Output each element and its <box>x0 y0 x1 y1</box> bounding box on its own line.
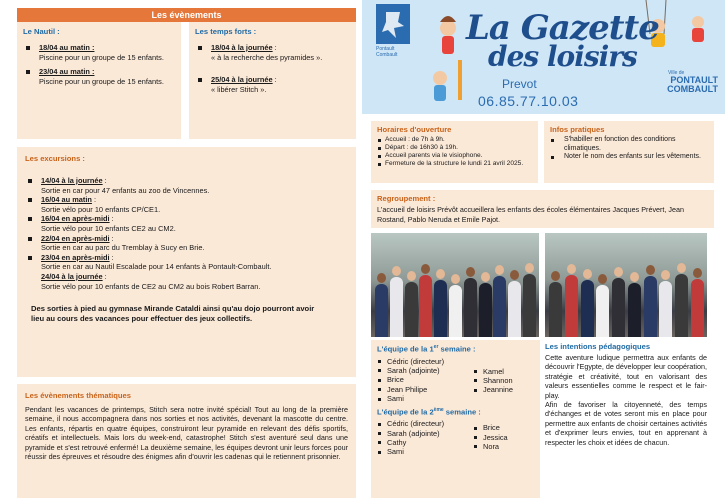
item-text: Sortie vélo pour 10 enfants CE2 au CM2. <box>41 223 176 233</box>
ville-small-label: Ville de <box>668 70 685 76</box>
photo-person-head <box>583 269 592 279</box>
regroupement-text: L'accueil de loisirs Prévôt accueillera les enfants des écoles élémentaires Jacques Prévert, Jean Rostand, Pablo Neruda et Emile Pajot. <box>377 205 684 224</box>
photo-person <box>644 276 657 337</box>
ville-logo-text: PONTAULT COMBAULT <box>667 75 718 94</box>
week1-title-sup: er <box>433 344 439 350</box>
gazette-header <box>362 0 725 114</box>
photo-person <box>479 283 492 337</box>
equipe-box <box>371 340 540 498</box>
photo-person <box>523 274 536 337</box>
photo-person <box>612 278 625 337</box>
week1-title-pre: L'équipe de la 1 <box>377 344 434 354</box>
infos-box <box>544 121 714 183</box>
item-date: 16/04 en après-midi <box>41 214 110 224</box>
photo-person-head <box>525 263 534 273</box>
city-logo-label: Pontault Combault <box>376 46 398 58</box>
list-item: Accueil parents via le visiophone. <box>377 152 532 160</box>
team-photo-week2 <box>545 233 707 337</box>
team-member: Sarah (adjointe) <box>377 429 473 438</box>
list-item <box>25 253 348 272</box>
team-member: Nora <box>473 442 508 451</box>
item-date: 24/04 à la journée <box>41 271 103 281</box>
photo-person-head <box>510 270 519 280</box>
team-photo-week1 <box>371 233 539 337</box>
list-item: Départ : de 16h30 à 19h. <box>377 144 532 152</box>
photo-person <box>675 274 688 337</box>
photo-person-head <box>677 263 686 273</box>
item-sep: : <box>109 233 114 243</box>
team-member: Jean Philipe <box>377 385 473 394</box>
item-sep: : <box>272 75 277 85</box>
item-date: 18/04 à la journée <box>211 43 273 52</box>
week2-team <box>377 419 534 457</box>
nautil-title: Le Nautil : <box>23 27 60 36</box>
nautil-box <box>17 22 181 139</box>
item-sep: : <box>109 252 114 262</box>
list-item <box>195 43 350 62</box>
photo-person-head <box>421 264 430 274</box>
intentions-p2: Afin de favoriser la citoyenneté, des temps d'échanges et de votes seront mis en place pour permettre aux enfants de choisir certaines activités et d'exprimer leurs envies, tout en apprenant à respecter les choix et idées de chacun. <box>545 400 707 447</box>
item-date: 23/04 au matin : <box>39 67 95 77</box>
item-date: 23/04 en après-midi <box>41 252 110 262</box>
photo-person <box>691 279 704 337</box>
list-item: S'habiller en fonction des conditions climatiques. <box>550 136 708 153</box>
center-name: Prevot <box>502 77 537 91</box>
photo-person <box>581 280 594 337</box>
team-member: Jeannine <box>473 385 513 394</box>
regroupement-box <box>371 190 714 228</box>
list-item <box>23 67 175 86</box>
photo-person <box>493 276 506 337</box>
item-text: Piscine pour un groupe de 15 enfants. <box>39 52 164 62</box>
item-text: « à la recherche des pyramides ». <box>211 52 323 62</box>
center-phone: 06.85.77.10.03 <box>478 93 579 109</box>
photo-person <box>449 285 462 337</box>
intentions-box <box>545 340 707 498</box>
photo-person-head <box>377 273 386 283</box>
list-item <box>25 214 348 233</box>
temps-forts-box <box>189 22 356 139</box>
photo-person-head <box>661 270 670 280</box>
excursions-box <box>17 147 356 377</box>
photo-person-head <box>466 267 475 277</box>
intentions-title: Les intentions pédagogiques <box>545 342 651 351</box>
photo-person-head <box>407 271 416 281</box>
themes-title: Les évènements thématiques <box>25 391 131 400</box>
item-sep: : <box>102 176 107 185</box>
item-date: 18/04 au matin : <box>39 43 95 52</box>
photo-person <box>405 282 418 337</box>
item-text: Sortie en car au Nautil Escalade pour 14 enfants à Pontault-Combault. <box>41 262 272 272</box>
item-sep: : <box>91 195 97 205</box>
photo-person-head <box>630 272 639 282</box>
week2-title-sup: ème <box>433 406 444 413</box>
photo-person-head <box>567 264 576 274</box>
photo-person-head <box>392 266 401 276</box>
events-bar: Les évènements <box>17 8 356 22</box>
item-text: « libérer Stitch ». <box>211 84 267 94</box>
team-member: Sarah (adjointe) <box>377 366 473 375</box>
item-text: Sortie vélo pour 10 enfants de CE2 au CM2 au bois Robert Barran. <box>41 281 261 291</box>
photo-person <box>419 275 432 337</box>
photo-person-head <box>495 265 504 275</box>
item-text: Sortie vélo pour 10 enfants CP/CE1. <box>41 204 161 214</box>
week2-title-post: semaine : <box>443 407 481 417</box>
excursions-title: Les excursions : <box>25 154 85 163</box>
gazette-title-line2: des loisirs <box>488 40 637 73</box>
infos-title: Infos pratiques <box>550 125 605 134</box>
regroupement-title: Regroupement : <box>377 194 436 203</box>
list-item <box>25 195 348 214</box>
item-date: 14/04 à la journée <box>41 176 103 185</box>
photo-person <box>549 282 562 337</box>
photo-person <box>659 281 672 337</box>
left-column <box>17 8 356 498</box>
team-member: Sami <box>377 394 473 403</box>
photo-person-head <box>451 274 460 284</box>
intentions-p1: Cette aventure ludique permettra aux enfants de découvrir l'Egypte, de développer leur coopération, stratégie et créativité, tout en valorisant des valeurs essentielles comme le respect et le fair-play. <box>545 353 707 400</box>
team-member: Cédric (directeur) <box>377 419 473 428</box>
team-member: Shannon <box>473 376 513 385</box>
photo-person-head <box>614 267 623 277</box>
horaires-box <box>371 121 538 183</box>
walk-note: Des sorties à pied au gymnase Mirande Cataldi ainsi qu'au dojo pourront avoir lieu au cours des vacances pour effectuer des jeux collectifs. <box>31 304 315 324</box>
list-item: Fermeture de la structure le lundi 21 avril 2025. <box>377 160 532 168</box>
gazette-title-line1: La Gazette <box>466 8 659 48</box>
team-member: Cédric (directeur) <box>377 357 473 366</box>
item-date: 22/04 en après-midi <box>41 233 110 243</box>
photo-person-head <box>693 268 702 278</box>
week1-title-post: semaine : <box>438 344 476 354</box>
temps-forts-title: Les temps forts : <box>195 27 257 36</box>
photo-person <box>508 281 521 337</box>
item-text: Sortie en car au parc du Tremblay à Sucy en Brie. <box>41 243 205 253</box>
team-member: Brice <box>473 423 508 432</box>
week1-title <box>377 344 534 354</box>
week2-title-pre: L'équipe de la 2 <box>377 407 434 417</box>
photo-person <box>390 277 403 337</box>
item-date: 25/04 à la journée <box>211 75 273 85</box>
list-item: Accueil : de 7h à 9h. <box>377 136 532 144</box>
week2-title <box>377 407 534 417</box>
item-date: 16/04 au matin <box>41 195 92 205</box>
themes-box <box>17 384 356 498</box>
horaires-title: Horaires d'ouverture <box>377 125 452 134</box>
list-item: Noter le nom des enfants sur les vêtements. <box>550 153 708 162</box>
themes-text: Pendant les vacances de printemps, Stitch sera notre invité spécial! Tout au long de la première semaine, il nous accompagnera dans nos sorties et nos activités, devenant la mascotte du centre. Les enfants, répartis en quatre équipes, construiront leur pyramide en relevant des défis sportifs, créatifs et intellectuels. Mais lors du week-end, catastrophe! Stitch s'est aventuré seul dans une pyramide et s'est retrouvé enfermé! La deuxième semaine, les équipes devront unir leurs forces pour réussir des épreuves et résoudre des énigmes afin d'ouvrir les cadenas qui le retiennent prisonnier. <box>25 405 348 462</box>
list-item <box>25 272 348 291</box>
photo-person-head <box>551 271 560 281</box>
photo-person <box>434 280 447 337</box>
photo-person <box>565 275 578 337</box>
photo-person <box>596 285 609 337</box>
photo-person <box>375 284 388 337</box>
team-member: Cathy <box>377 438 473 447</box>
team-member: Brice <box>377 375 473 384</box>
item-sep: : <box>109 214 114 224</box>
team-member: Sami <box>377 447 473 456</box>
photo-person <box>628 283 641 337</box>
list-item <box>195 75 350 94</box>
item-sep: : <box>272 43 277 52</box>
list-item <box>23 43 175 62</box>
photo-person <box>464 278 477 337</box>
photo-person-head <box>598 274 607 284</box>
city-logo-icon <box>376 4 410 44</box>
item-sep: : <box>102 271 107 281</box>
team-member: Jessica <box>473 433 508 442</box>
photo-person-head <box>436 269 445 279</box>
events-top <box>17 22 356 139</box>
list-item <box>25 176 348 195</box>
photo-person-head <box>481 272 490 282</box>
week1-team <box>377 357 534 404</box>
team-member: Kamel <box>473 367 513 376</box>
item-text: Piscine pour un groupe de 15 enfants. <box>39 76 164 86</box>
list-item <box>25 234 348 253</box>
item-text: Sortie en car pour 47 enfants au zoo de Vincennes. <box>41 185 210 195</box>
photo-person-head <box>646 265 655 275</box>
